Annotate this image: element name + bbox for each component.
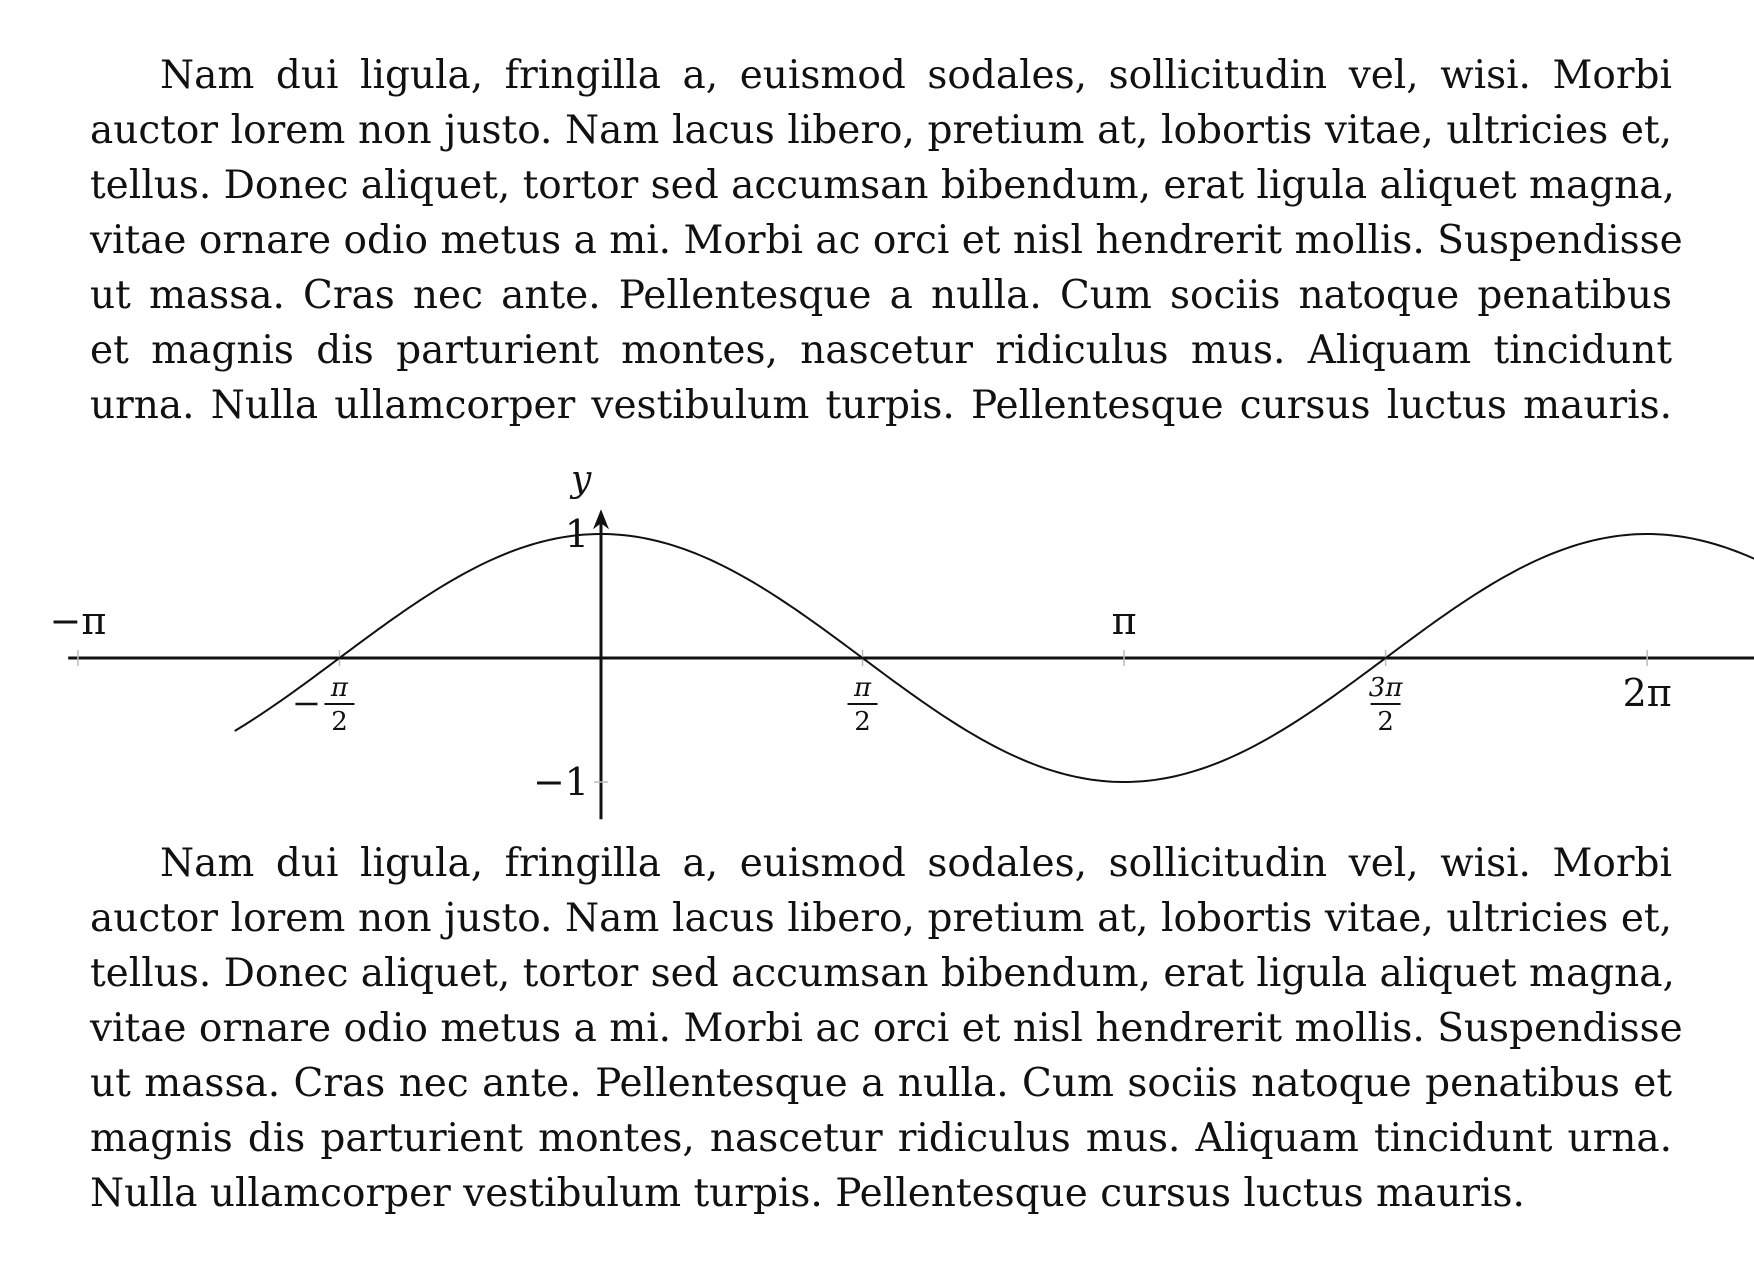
text-line: vitae ornare odio metus a mi. Morbi ac orci et nisl hendrerit mollis. Suspendisse (90, 218, 1683, 263)
text-line: tellus. Donec aliquet, tortor sed accumsan bibendum, erat ligula aliquet magna, (90, 951, 1675, 996)
paragraph-2 (90, 836, 1683, 1221)
text-line: auctor lorem non justo. Nam lacus libero, pretium at, lobortis vitae, ultricies et, (90, 108, 1672, 153)
paragraph-1 (90, 48, 1683, 433)
y-tick-label: 1 (564, 512, 589, 556)
text-line: urna. Nulla ullamcorper vestibulum turpis. Pellentesque cursus luctus mauris. (90, 383, 1672, 428)
text-line: Nam dui ligula, fringilla a, euismod sodales, sollicitudin vel, wisi. Morbi (160, 841, 1672, 886)
x-tick-label: 2π (1622, 671, 1672, 715)
y-axis-label: y (571, 459, 592, 501)
text-line: tellus. Donec aliquet, tortor sed accumsan bibendum, erat ligula aliquet magna, (90, 163, 1675, 208)
text-line: ut massa. Cras nec ante. Pellentesque a nulla. Cum sociis natoque penatibus (90, 273, 1672, 318)
cosine-plot (0, 445, 1754, 835)
text-line: auctor lorem non justo. Nam lacus libero, pretium at, lobortis vitae, ultricies et, (90, 896, 1672, 941)
text-line: vitae ornare odio metus a mi. Morbi ac orci et nisl hendrerit mollis. Suspendisse (90, 1006, 1683, 1051)
text-line: magnis dis parturient montes, nascetur ridiculus mus. Aliquam tincidunt urna. (90, 1116, 1672, 1161)
x-tick-numerator: π (853, 673, 872, 703)
x-tick-numerator: 3π (1368, 673, 1403, 703)
y-tick-label: −1 (532, 760, 589, 804)
x-tick-label: −π (49, 599, 107, 643)
text-line: Nulla ullamcorper vestibulum turpis. Pellentesque cursus luctus mauris. (90, 1171, 1525, 1216)
x-tick-denominator: 2 (854, 707, 871, 737)
x-tick-denominator: 2 (1377, 707, 1394, 737)
x-tick-denominator: 2 (331, 707, 348, 737)
text-line: ut massa. Cras nec ante. Pellentesque a nulla. Cum sociis natoque penatibus et (90, 1061, 1672, 1106)
x-tick-numerator: π (330, 673, 349, 703)
text-line: et magnis dis parturient montes, nascetur ridiculus mus. Aliquam tincidunt (90, 328, 1672, 373)
text-line: Nam dui ligula, fringilla a, euismod sodales, sollicitudin vel, wisi. Morbi (160, 53, 1672, 98)
x-tick-label: π (1111, 599, 1137, 643)
